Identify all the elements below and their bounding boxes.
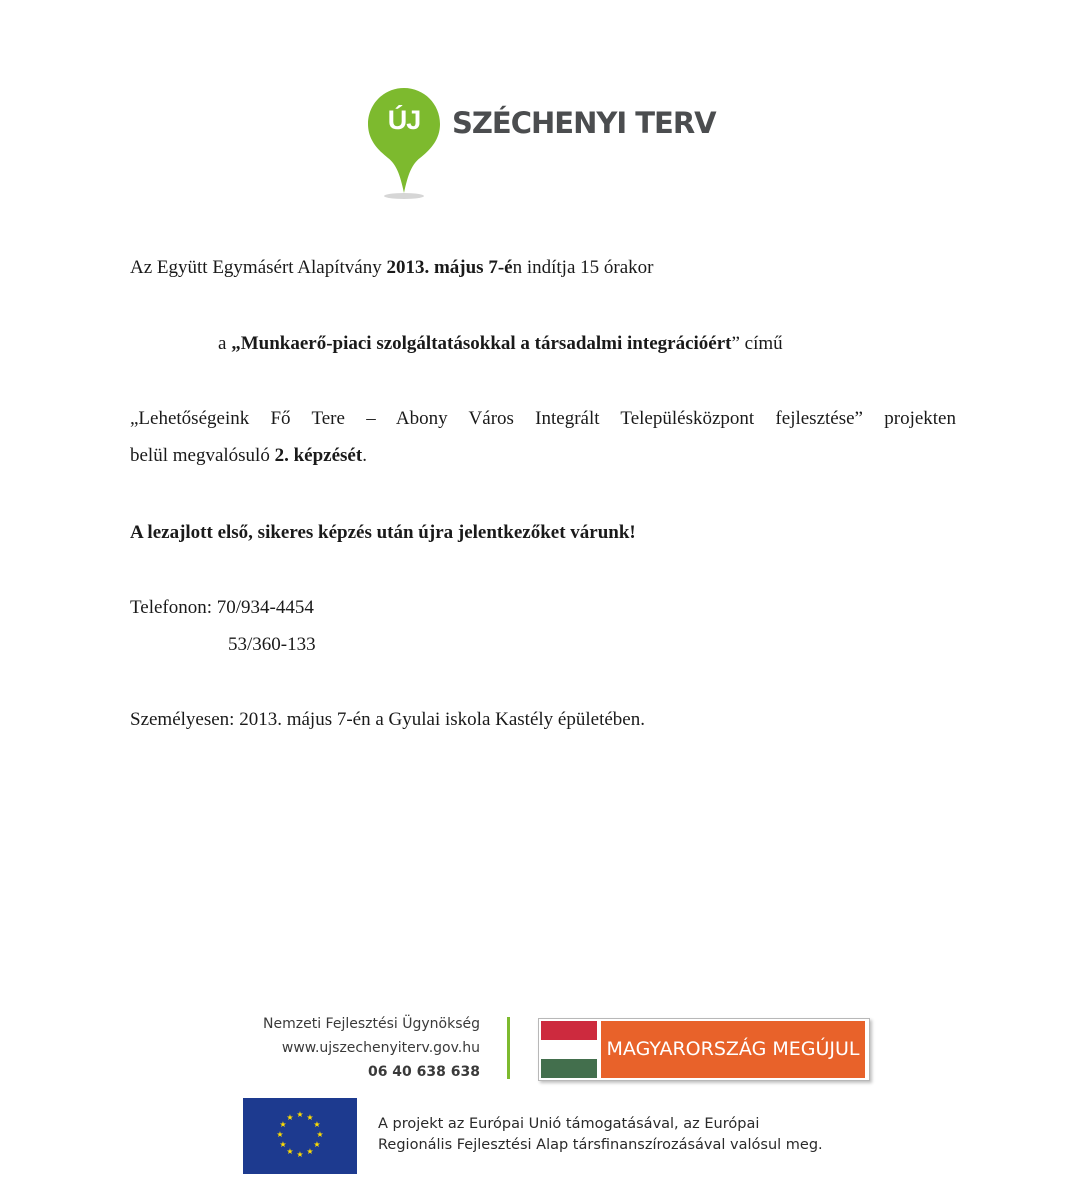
svg-text:★: ★ — [286, 1147, 294, 1156]
project-paragraph — [130, 400, 956, 474]
call-to-apply-text: A lezajlott első, sikeres képzés után újra jelentkezőket várunk! — [130, 522, 636, 543]
in-person-text: Személyesen: 2013. május 7-én a Gyulai iskola Kastély épületében. — [130, 709, 645, 730]
project-line-2-c: . — [362, 445, 367, 466]
badge-label: MAGYARORSZÁG MEGÚJUL — [601, 1021, 865, 1078]
hungarian-flag-icon — [541, 1021, 597, 1078]
logo-pin-text: ÚJ — [387, 105, 421, 135]
svg-text:★: ★ — [296, 1110, 304, 1119]
phone-label: Telefonon: — [130, 597, 217, 618]
project-line-2 — [130, 437, 956, 474]
svg-text:★: ★ — [276, 1130, 284, 1139]
training-title: „Munkaerő-piaci szolgáltatásokkal a társadalmi integrációért — [231, 333, 732, 354]
training-title-line — [218, 325, 783, 362]
agency-info — [200, 1012, 480, 1084]
logo-wordmark: SZÉCHENYI TERV — [452, 106, 716, 140]
phone-number-2: 53/360-133 — [228, 634, 316, 655]
announcement-intro — [130, 249, 653, 286]
phone-number-1: 70/934-4454 — [216, 597, 314, 618]
agency-url: www.ujszechenyiterv.gov.hu — [281, 1040, 480, 1056]
svg-text:★: ★ — [313, 1120, 321, 1129]
svg-text:★: ★ — [279, 1120, 287, 1129]
training-title-prefix: a — [218, 333, 232, 354]
svg-text:★: ★ — [306, 1147, 314, 1156]
svg-text:★: ★ — [286, 1113, 294, 1122]
intro-text-a: Az Együtt Egymásért Alapítvány — [130, 257, 387, 278]
agency-phone: 06 40 638 638 — [367, 1064, 480, 1080]
in-person-line — [130, 701, 645, 738]
eu-funding-line-2: Regionális Fejlesztési Alap társfinanszírozásával valósul meg. — [378, 1137, 823, 1153]
agency-name: Nemzeti Fejlesztési Ügynökség — [263, 1016, 480, 1032]
phone-line-1 — [130, 589, 314, 626]
szechenyi-terv-logo — [368, 88, 728, 203]
eu-funding-notice — [378, 1114, 823, 1156]
intro-text-c: n indítja 15 órakor — [512, 257, 654, 278]
eu-flag-icon — [243, 1098, 357, 1174]
svg-text:★: ★ — [313, 1140, 321, 1149]
intro-date: 2013. május 7-é — [386, 257, 513, 278]
call-to-apply — [130, 514, 636, 551]
project-line-2-a: belül megvalósuló — [130, 445, 275, 466]
svg-text:★: ★ — [316, 1130, 324, 1139]
svg-text:★: ★ — [306, 1113, 314, 1122]
project-line-1: „Lehetőségeink Fő Tere – Abony Város Integrált Településközpont fejlesztése” projekten — [130, 408, 956, 429]
magyarorszag-megujul-badge — [538, 1018, 870, 1081]
project-training-number: 2. képzését — [274, 445, 363, 466]
svg-text:★: ★ — [296, 1150, 304, 1159]
training-title-suffix: ” című — [731, 333, 783, 354]
phone-line-2 — [228, 626, 316, 663]
svg-text:★: ★ — [279, 1140, 287, 1149]
footer-divider — [507, 1017, 510, 1079]
eu-funding-line-1: A projekt az Európai Unió támogatásával, az Európai — [378, 1116, 760, 1132]
